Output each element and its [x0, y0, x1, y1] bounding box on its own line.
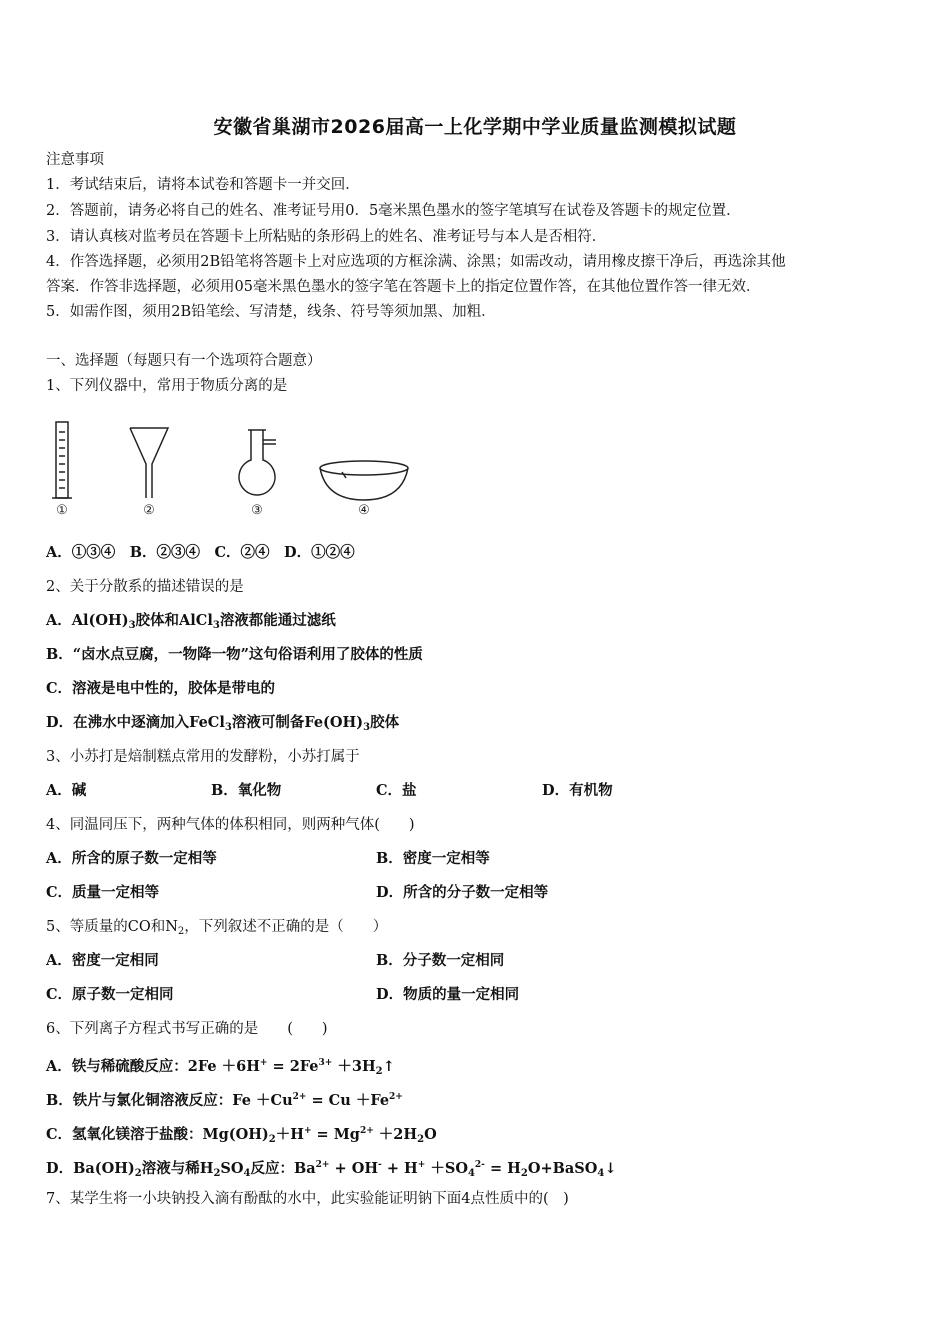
- question-1-stem: 1、下列仪器中，常用于物质分离的是: [46, 378, 288, 394]
- figure-label: ④: [358, 503, 370, 518]
- question-6-option-d: D．$Ba(OH)_2$溶液与稀$H_2SO_4$反应：$Ba^{2+} + OH^- + H^+ +SO_4^{2-}$ = $H_2O+BaSO_4↓$: [46, 1160, 617, 1179]
- graduated-cylinder-icon: [52, 422, 72, 498]
- question-5-options-row: C．原子数一定相同 D．物质的量一定相同: [46, 986, 520, 1003]
- question-6-option-c: C．氢氧化镁溶于盐酸：$Mg(OH)_2+H^+ = Mg^{2+} +2H_2O$: [46, 1126, 437, 1145]
- question-1-options: A．①③④ B．②③④ C．②④ D．①②④: [46, 544, 355, 561]
- notice-item: 5．如需作图，须用2B铅笔绘、写清楚，线条、符号等须加黑、加粗．: [46, 304, 496, 320]
- question-4-options-row: A．所含的原子数一定相等 B．密度一定相等: [46, 850, 490, 867]
- question-7-stem: 7、某学生将一小块钠投入滴有酚酞的水中，此实验能证明钠下面4点性质中的( ): [46, 1191, 569, 1207]
- question-6-stem: 6、下列离子方程式书写正确的是 ( ): [46, 1021, 328, 1037]
- evaporating-dish-icon: [320, 461, 408, 500]
- figure-label: ③: [251, 503, 263, 518]
- funnel-icon: [130, 428, 168, 498]
- notice-heading: 注意事项: [46, 152, 104, 168]
- notice-item: 4．作答选择题，必须用2B铅笔将答题卡上对应选项的方框涂满、涂黑；如需改动，请用橡皮擦干净后，再选涂其他: [46, 254, 786, 270]
- question-2-option-c: C．溶液是电中性的，胶体是带电的: [46, 680, 276, 697]
- apparatus-figure: [46, 418, 446, 518]
- question-6-option-a: A．铁与稀硫酸反应：$2Fe +6H^+ = 2Fe^{3+}$ $+3H_2↑$: [46, 1058, 395, 1077]
- question-5-options-row: A．密度一定相同 B．分子数一定相同: [46, 952, 505, 969]
- distillation-flask-icon: [239, 430, 276, 495]
- notice-item: 2．答题前，请务必将自己的姓名、准考证号用0．5毫米黑色墨水的签字笔填写在试卷及答题卡的规定位置．: [46, 203, 741, 219]
- question-3-options: A．碱 B．氧化物 C．盐 D．有机物: [46, 782, 613, 799]
- notice-item: 答案．作答非选择题，必须用05毫米黑色墨水的签字笔在答题卡上的指定位置作答，在其他位置作答一律无效．: [46, 279, 761, 295]
- question-2-option-a: A．$Al(OH)_3$胶体和AlCl$_3$溶液都能通过滤纸: [46, 612, 336, 631]
- question-4-options-row: C．质量一定相等 D．所含的分子数一定相等: [46, 884, 549, 901]
- page-title: 安徽省巢湖市2026届高一上化学期中学业质量监测模拟试题: [213, 116, 737, 138]
- question-2-option-b: B．“卤水点豆腐，一物降一物”这句俗语利用了胶体的性质: [46, 646, 423, 663]
- question-3-stem: 3、小苏打是焙制糕点常用的发酵粉，小苏打属于: [46, 749, 360, 765]
- question-2-option-d: D．在沸水中逐滴加入FeCl$_3$溶液可制备$Fe(OH)_3$胶体: [46, 714, 400, 733]
- section-heading: 一、选择题（每题只有一个选项符合题意）: [46, 353, 322, 369]
- notice-item: 3．请认真核对监考员在答题卡上所粘贴的条形码上的姓名、准考证号与本人是否相符．: [46, 229, 607, 245]
- question-5-stem: 5、等质量的CO和$N_2$，下列叙述不正确的是（ ）: [46, 919, 388, 937]
- figure-label: ①: [56, 503, 68, 518]
- question-2-stem: 2、关于分散系的描述错误的是: [46, 579, 244, 595]
- notice-item: 1．考试结束后，请将本试卷和答题卡一并交回．: [46, 177, 360, 193]
- question-6-option-b: B．铁片与氯化铜溶液反应：$Fe +Cu^{2+} = Cu +Fe^{2+}$: [46, 1092, 403, 1109]
- question-4-stem: 4、同温同压下，两种气体的体积相同，则两种气体( ): [46, 817, 415, 833]
- figure-label: ②: [143, 503, 155, 518]
